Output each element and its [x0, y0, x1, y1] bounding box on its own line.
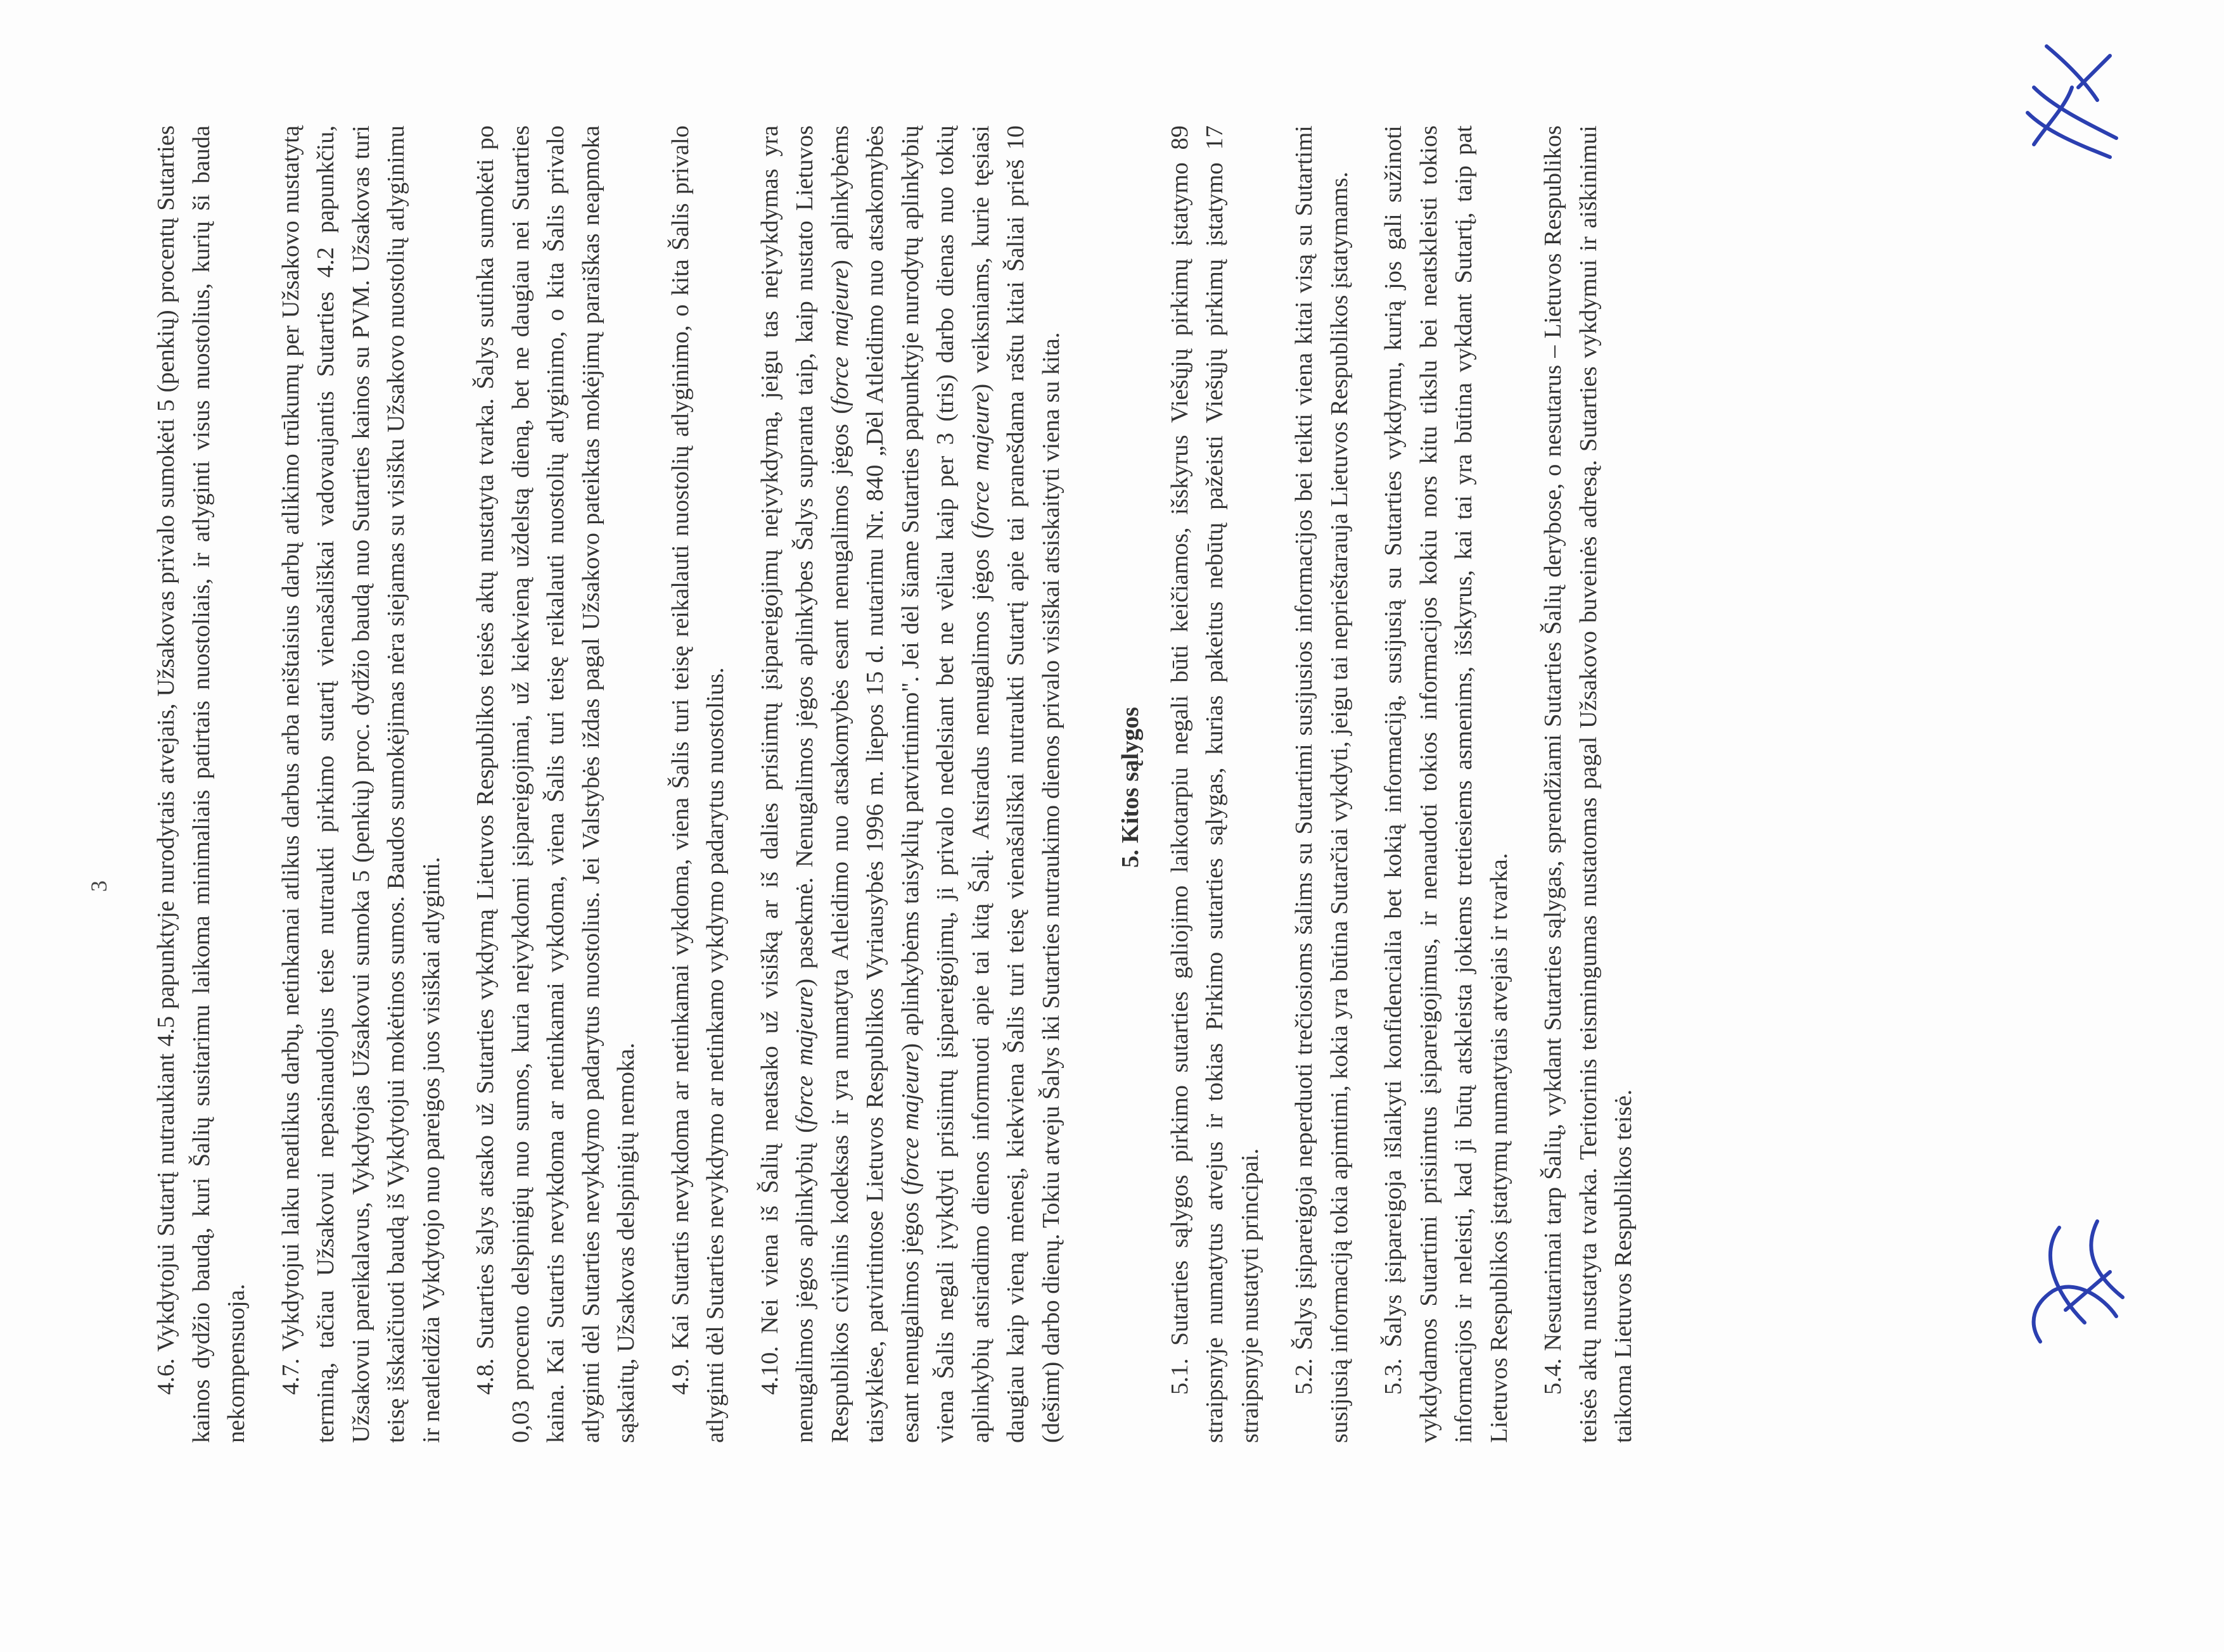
paragraph-4-6: 4.6. Vykdytojui Sutartį nutraukiant 4.5 papunktyje nurodytais atvejais, Užsakovas privalo sumokėti 5 (penkių) procentų Sutarties kainos dydžio baudą, kuri Šalių susitarimu laikoma minimaliais patirtais nuostoliais, ir atlyginti visus nuostolius, kurių ši bauda nekompensuoja. — [153, 125, 250, 1443]
paragraph-4-10: 4.10. Nei viena iš Šalių neatsako už visišką ar iš dalies prisiimtų įsipareigojimų neįvykdymą, jeigu tas neįvykdymas yra nenugalimos jėgos aplinkybių (force majeure) pasekmė. Nenugalimos jėgos aplinkybes Šalys supranta taip, kaip nustato Lietuvos Respublikos civilinis kodeksas ir yra numatyta Atleidimo nuo atsakomybės esant nenugalimos jėgos (force majeure) aplinkybėms taisyklėse, patvirtintose Lietuvos Respublikos Vyriausybės 1996 m. liepos 15 d. nutarimu Nr. 840 „Dėl Atleidimo nuo atsakomybės esant nenugalimos jėgos (force majeure) aplinkybėms taisyklių patvirtinimo". Jei dėl šiame Sutarties papunktyje nurodytų aplinkybių viena Šalis negali įvykdyti prisiimtų įsipareigojimų, ji privalo nedelsiant bet ne vėliau kaip per 3 (tris) darbo dienas nuo tokių aplinkybių atsiradimo dienos informuoti apie tai kitą Šalį. Atsiradus nenugalimos jėgos (force majeure) veiksniams, kurie tęsiasi daugiau kaip vieną mėnesį, kiekviena Šalis turi teisę vienašališkai nutraukti Sutartį apie tai pranešdama raštu kitai Šaliai prieš 10 (dešimt) darbo dienų. Tokiu atveju Šalys iki Sutarties nutraukimo dienos privalo visiškai atsiskaityti viena su kita. — [756, 125, 1064, 1443]
document-body — [149, 125, 1642, 1443]
paragraph-5-4: 5.4. Nesutarimai tarp Šalių, vykdant Sutarties sąlygas, sprendžiami Sutarties Šalių derybose, o nesutarus – Lietuvos Respublikos teisės aktų nustatyta tvarka. Teritorinis teismingumas nustatomas pagal Užsakovo buveinės adresą. Sutarties vykdymui ir aiškinimui taikoma Lietuvos Respublikos teisė. — [1540, 125, 1637, 1443]
paragraph-4-7: 4.7. Vykdytojui laiku neatlikus darbų, netinkamai atlikus darbus arba neištaisius darbų atlikimo trūkumų per Užsakovo nustatytą terminą, tačiau Užsakovui nepasinaudojus teise nutraukti pirkimo sutartį vienašališkai vadovaujantis Sutarties 4.2 papunkčiu, Užsakovui pareikalavus, Vykdytojas Užsakovui sumoka 5 (penkių) proc. dydžio baudą nuo Sutarties kainos su PVM. Užsakovas turi teisę išskaičiuoti baudą iš Vykdytojui mokėtinos sumos. Baudos sumokėjimas nėra siejamas su visišku Užsakovo nuostolių atlyginimu ir neatleidžia Vykdytojo nuo pareigos juos visiškai atlyginti. — [277, 125, 445, 1443]
signature-right — [2009, 30, 2135, 182]
paragraph-5-2: 5.2. Šalys įsipareigoja neperduoti trečiosioms šalims su Sutartimi susijusios informacijos bei teikti viena kitai visą su Sutartimi susijusią informaciją tokia apimtimi, kokia yra būtina Sutarčiai vykdyti, jeigu tai neprieštarauja Lietuvos Respublikos įstatymams. — [1291, 125, 1353, 1443]
paragraph-5-3: 5.3. Šalys įsipareigoja išlaikyti konfidencialia bet kokią informaciją, susijusią su Sutarties vykdymu, kurią jos gali sužinoti vykdydamos Sutartimi prisiimtus įsipareigojimus, ir nenaudoti tokios informacijos kokiu nors kitu tikslu bei neatskleisti tokios informacijos ir neleisti, kad ji būtų atskleista jokiems tretiesiems asmenims, išskyrus, kai tai yra būtina vykdant Sutartį, taip pat Lietuvos Respublikos įstatymų numatytais atvejais ir tvarka. — [1380, 125, 1512, 1443]
paragraph-4-9: 4.9. Kai Sutartis nevykdoma ar netinkamai vykdoma, viena Šalis turi teisę reikalauti nuostolių atlyginimo, o kita Šalis privalo atlyginti dėl Sutarties nevykdymo ar netinkamo vykdymo padarytus nuostolius. — [667, 125, 729, 1443]
paragraph-5-1: 5.1. Sutarties sąlygos pirkimo sutarties galiojimo laikotarpiu negali būti keičiamos, išskyrus Viešųjų pirkimų įstatymo 89 straipsnyje numatytus atvejus ir tokias Pirkimo sutarties sąlygas, kurias pakeitus nebūtų pažeisti Viešųjų pirkimų įstatymo 17 straipsnyje nustatyti principai. — [1166, 125, 1263, 1443]
page-number: 3 — [86, 880, 112, 892]
signature-left — [2015, 1209, 2142, 1361]
paragraph-4-8: 4.8. Sutarties šalys atsako už Sutarties vykdymą Lietuvos Respublikos teisės aktų nustatyta tvarka. Šalys sutinka sumokėti po 0,03 procento delspinigių nuo sumos, kuria neįvykdomi įsipareigojimai, už kiekvieną uždelstą dieną, bet ne daugiau nei Sutarties kaina. Kai Sutartis nevykdoma ar netinkamai vykdoma, viena Šalis turi teisę reikalauti nuostolių atlyginimo, o kita Šalis privalo atlyginti dėl Sutarties nevykdymo padarytus nuostolius. Jei Valstybės iždas pagal Užsakovo pateiktas mokėjimų paraiškas neapmoka sąskaitų, Užsakovas delspinigių nemoka. — [472, 125, 639, 1443]
section-5-heading: 5.Kitos sąlygos — [1117, 707, 1144, 868]
